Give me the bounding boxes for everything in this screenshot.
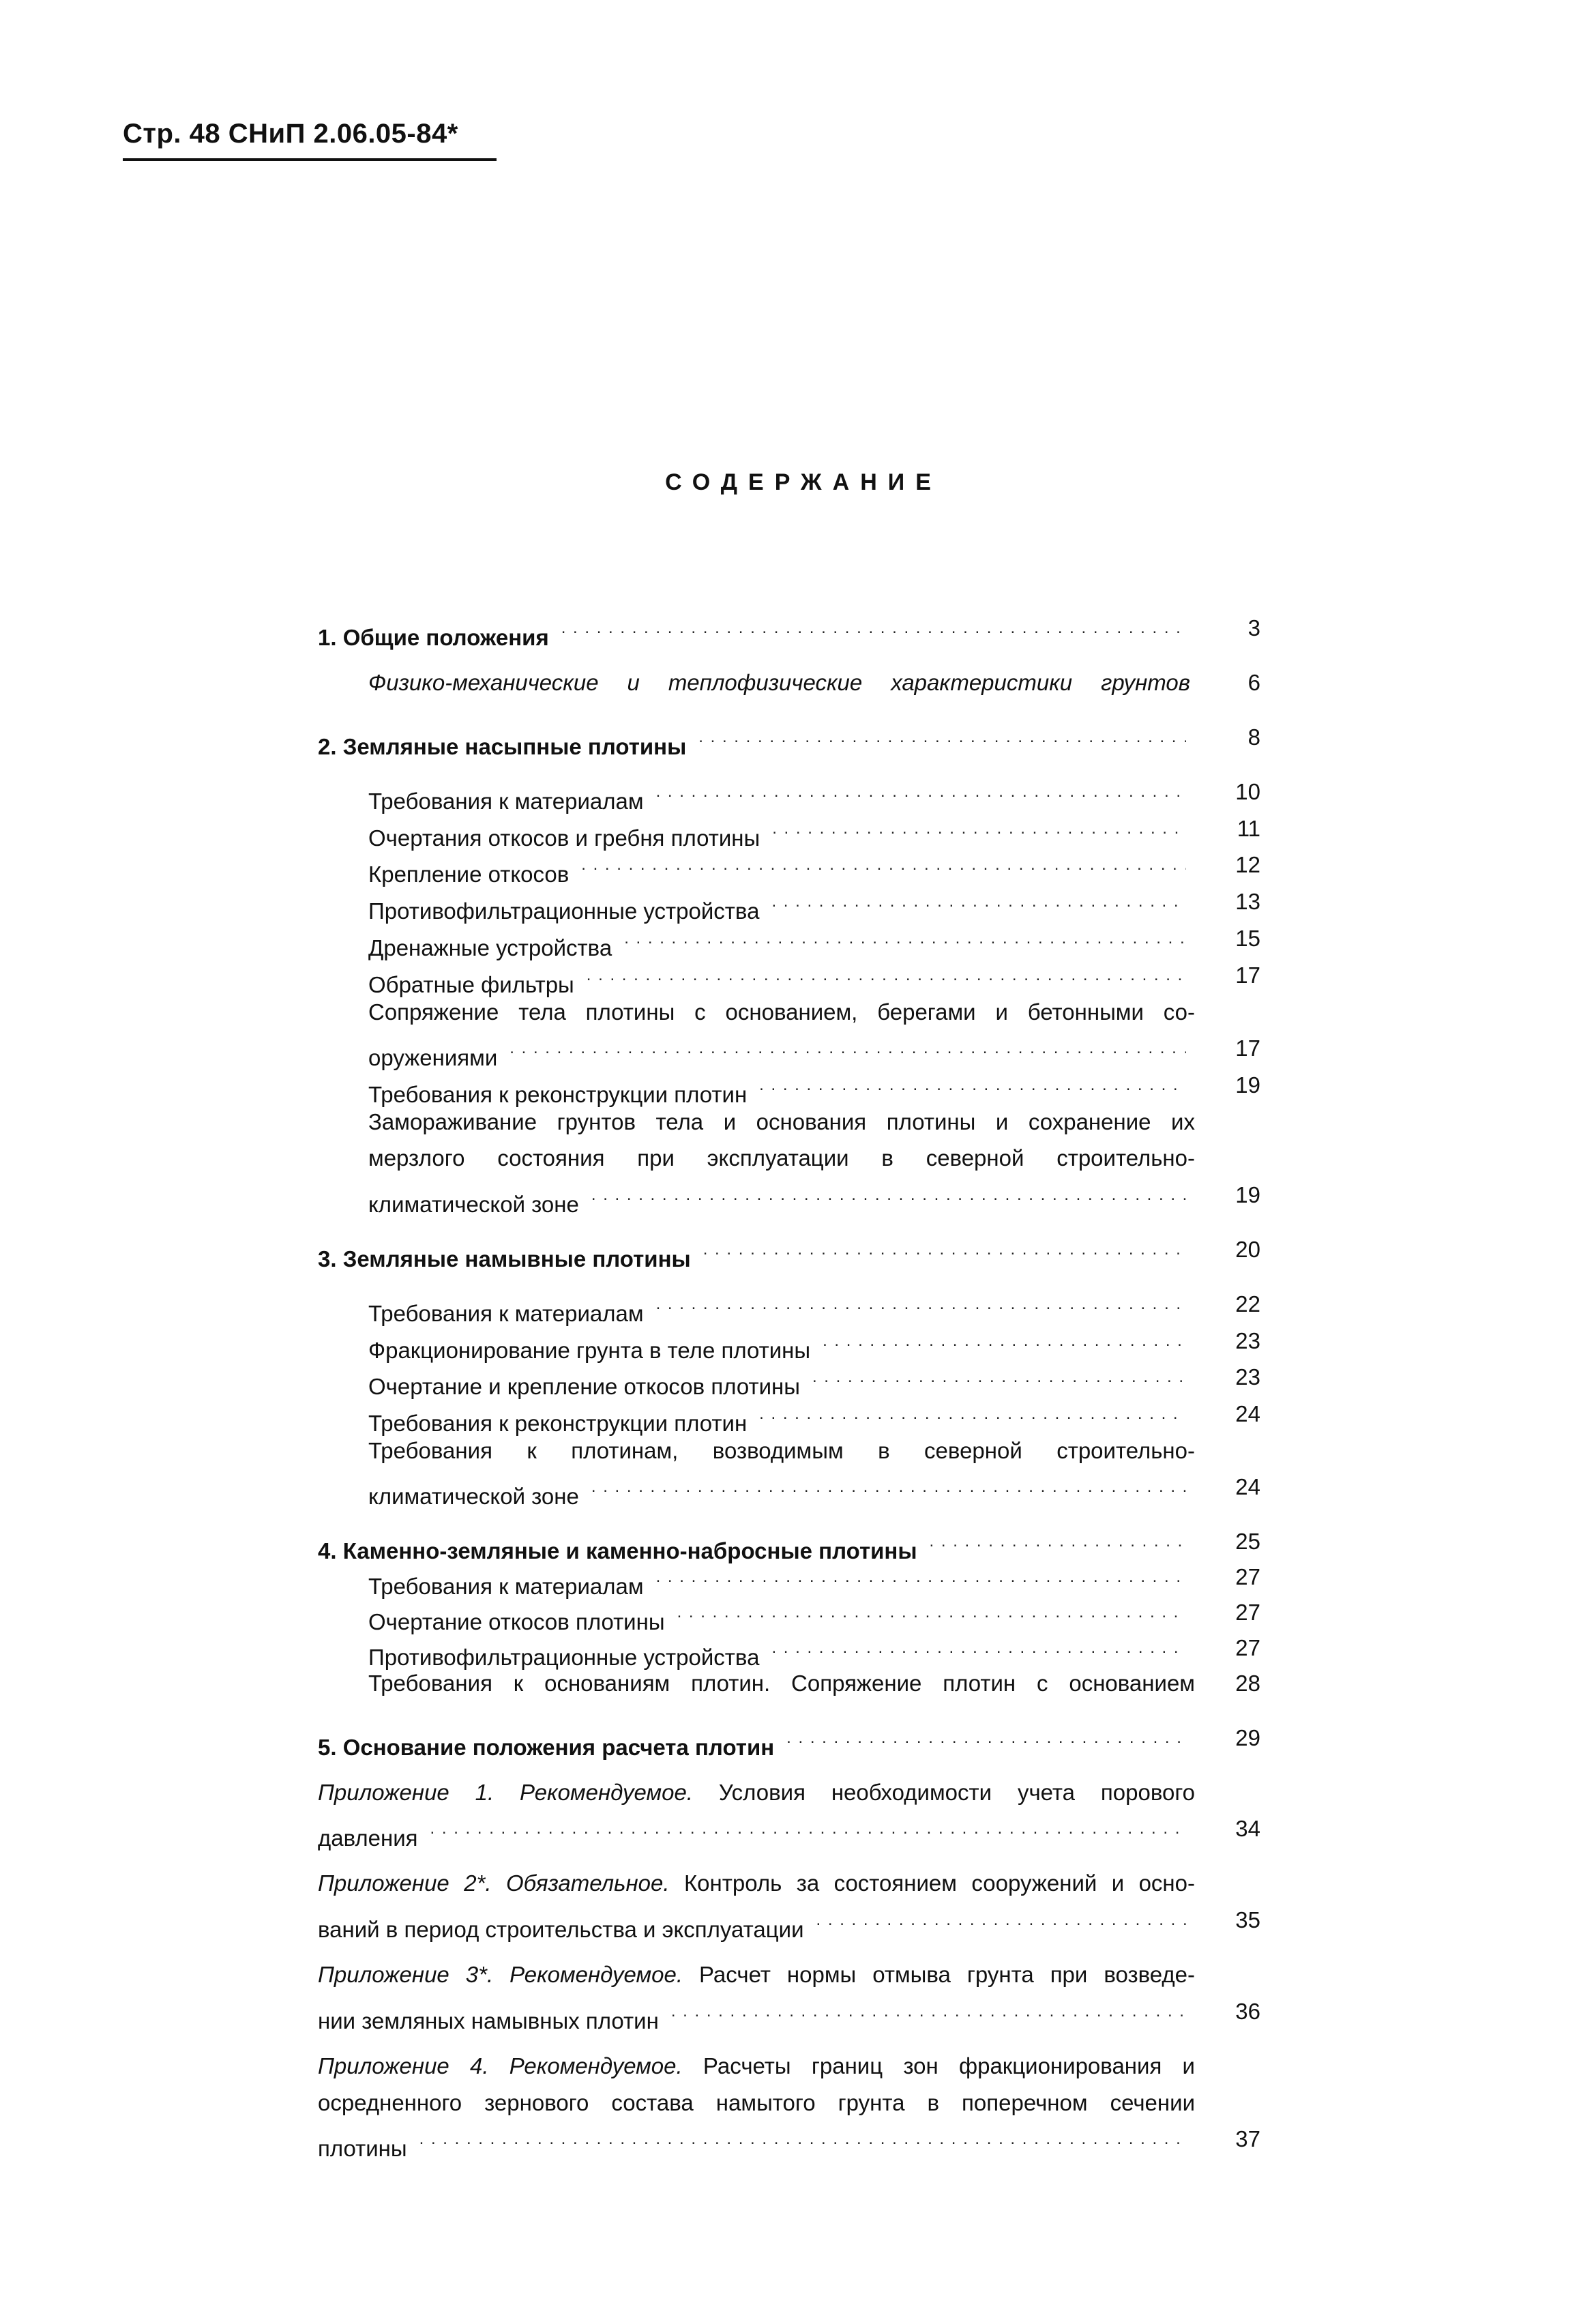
toc-entry <box>318 1995 1190 2033</box>
dot-leader <box>581 848 1186 882</box>
toc-entry-title: Фракционирование грунта в теле плотины <box>368 1338 811 1363</box>
toc-entry-title <box>318 1866 1195 1900</box>
toc-entry <box>368 958 1190 997</box>
appendix-label: Приложение 4. Рекомендуемое. <box>318 2053 683 2078</box>
dot-leader <box>591 1178 1186 1212</box>
toc-entry <box>318 1776 1195 1810</box>
toc-entry-title: плотины <box>318 2136 407 2161</box>
toc-entry-title <box>318 1776 1195 1810</box>
toc-page-number: 15 <box>1235 926 1260 951</box>
toc-entry <box>368 1178 1190 1217</box>
toc-entry <box>318 1958 1195 1992</box>
toc-entry-title: Крепление откосов <box>368 862 570 887</box>
toc-entry <box>368 885 1190 924</box>
toc-entry <box>368 995 1195 1029</box>
toc-entry-title <box>318 1958 1195 1992</box>
toc-page-number: 36 <box>1235 1999 1260 2024</box>
appendix-label: Приложение 1. Рекомендуемое. <box>318 1780 693 1805</box>
toc-entry <box>318 2122 1190 2161</box>
toc-entry <box>368 1068 1190 1107</box>
dot-leader <box>823 1324 1186 1358</box>
dot-leader <box>591 1470 1186 1504</box>
toc-page-number: 29 <box>1235 1725 1260 1750</box>
dot-leader <box>812 1360 1186 1394</box>
toc-entry <box>368 1141 1195 1175</box>
toc-entry-title: Очертание откосов плотины <box>368 1609 665 1634</box>
dot-leader <box>759 1068 1186 1102</box>
toc-entry-title: Сопряжение тела плотины с основанием, берегами и бетонными со- <box>368 999 1195 1025</box>
toc-entry <box>368 1560 1190 1599</box>
appendix-title: Контроль за состоянием сооружений и осно- <box>669 1870 1196 1896</box>
toc-entry <box>368 1596 1190 1634</box>
toc-page-number: 11 <box>1237 816 1260 841</box>
toc-entry <box>368 1397 1190 1436</box>
toc-page-number: 22 <box>1235 1291 1260 1317</box>
toc-entry-title: Дренажные устройства <box>368 935 612 960</box>
appendix-label: Приложение 3*. Рекомендуемое. <box>318 1962 683 1987</box>
toc-entry <box>318 2049 1195 2083</box>
toc-entry <box>368 848 1190 887</box>
dot-leader <box>656 775 1186 809</box>
toc-entry <box>318 1866 1195 1900</box>
toc-entry <box>368 1434 1195 1468</box>
toc-entry <box>368 1105 1195 1139</box>
toc-page-number: 6 <box>1247 670 1260 695</box>
toc-entry-title: Противофильтрационные устройства <box>368 898 760 924</box>
toc-entry-title: мерзлого состояния при эксплуатации в северной строительно- <box>368 1145 1195 1171</box>
toc-entry <box>368 1287 1190 1326</box>
toc-entry-title: Требования к материалам <box>368 1574 644 1599</box>
dot-leader <box>656 1560 1186 1594</box>
dot-leader <box>816 1903 1186 1937</box>
toc-entry-title: 2. Земляные насыпные плотины <box>318 734 687 759</box>
toc-entry <box>368 666 1190 700</box>
toc-entry <box>368 1631 1190 1670</box>
toc-page-number: 10 <box>1235 779 1260 804</box>
dot-leader <box>759 1397 1186 1431</box>
dot-leader <box>786 1721 1186 1755</box>
appendix-label: Приложение 2*. Обязательное. <box>318 1870 670 1896</box>
dot-leader <box>587 958 1186 993</box>
toc-entry-title: климатической зоне <box>368 1484 579 1509</box>
toc-entry-title: 4. Каменно-земляные и каменно-набросные плотины <box>318 1538 917 1563</box>
toc-entry-title: Очертание и крепление откосов плотины <box>368 1374 800 1399</box>
toc-page-number: 24 <box>1235 1474 1260 1499</box>
appendix-title: Расчет нормы отмыва грунта при возведе- <box>683 1962 1195 1987</box>
toc-entry-title: давления <box>318 1825 418 1851</box>
toc-entry <box>368 1360 1190 1399</box>
toc-page-number: 25 <box>1235 1529 1260 1554</box>
toc-entry <box>368 1666 1195 1701</box>
toc-page-number: 20 <box>1235 1237 1260 1262</box>
toc-page-number: 19 <box>1235 1182 1260 1207</box>
page-header: Стр. 48 СНиП 2.06.05-84* <box>123 119 458 149</box>
dot-leader <box>771 885 1186 919</box>
dot-leader <box>703 1233 1186 1267</box>
toc-page-number: 17 <box>1235 1035 1260 1061</box>
dot-leader <box>930 1525 1186 1559</box>
toc-entry <box>318 1903 1190 1942</box>
toc-entry-title: 5. Основание положения расчета плотин <box>318 1735 775 1760</box>
toc-entry <box>368 775 1190 814</box>
toc-entry-title: Требования к материалам <box>368 1301 644 1326</box>
toc-page-number: 27 <box>1235 1635 1260 1660</box>
toc-page-number: 37 <box>1235 2126 1260 2151</box>
toc-page-number: 3 <box>1247 615 1260 641</box>
toc-title: СОДЕРЖАНИЕ <box>665 469 942 495</box>
toc-entry <box>318 1233 1190 1272</box>
toc-entry-title: климатической зоне <box>368 1192 579 1217</box>
dot-leader <box>624 922 1186 956</box>
toc-page-number: 12 <box>1235 852 1260 877</box>
toc-page-number: 8 <box>1247 724 1260 750</box>
toc-page-number: 27 <box>1235 1564 1260 1589</box>
toc-entry-title: ваний в период строительства и эксплуатации <box>318 1917 804 1942</box>
dot-leader <box>419 2122 1186 2156</box>
toc-page-number: 23 <box>1235 1328 1260 1353</box>
dot-leader <box>698 720 1186 754</box>
toc-entry-title <box>318 2049 1195 2083</box>
toc-entry <box>318 2086 1195 2120</box>
dot-leader <box>430 1812 1186 1846</box>
toc-page-number: 27 <box>1235 1600 1260 1625</box>
toc-entry-title: нии земляных намывных плотин <box>318 2008 659 2033</box>
toc-page-number: 35 <box>1235 1907 1260 1932</box>
toc-page-number: 13 <box>1235 889 1260 914</box>
dot-leader <box>771 1631 1186 1665</box>
toc-entry <box>368 1031 1190 1070</box>
toc-entry-title: Очертания откосов и гребня плотины <box>368 825 760 851</box>
toc-page-number: 34 <box>1235 1816 1260 1841</box>
dot-leader <box>772 812 1186 846</box>
toc-entry <box>318 1525 1190 1563</box>
toc-entry <box>368 1324 1190 1363</box>
toc-entry-title: Обратные фильтры <box>368 972 574 997</box>
toc-page-number: 19 <box>1235 1072 1260 1098</box>
dot-leader <box>677 1596 1186 1630</box>
toc-entry-title: Требования к плотинам, возводимым в северной строительно- <box>368 1438 1195 1463</box>
toc-entry <box>368 1470 1190 1509</box>
toc-page-number: 24 <box>1235 1401 1260 1426</box>
toc-entry-title: Замораживание грунтов тела и основания плотины и сохранение их <box>368 1109 1195 1134</box>
dot-leader <box>561 611 1186 645</box>
toc-entry-title: осредненного зернового состава намытого грунта в поперечном сечении <box>318 2090 1195 2115</box>
toc-entry <box>368 812 1190 851</box>
appendix-title: Условия необходимости учета порового <box>692 1780 1195 1805</box>
toc-entry <box>318 720 1190 759</box>
dot-leader <box>671 1995 1186 2029</box>
toc-entry-title: 3. Земляные намывные плотины <box>318 1246 691 1272</box>
toc-entry-title: 1. Общие положения <box>318 625 549 650</box>
toc-entry <box>318 611 1190 650</box>
dot-leader <box>656 1287 1186 1321</box>
toc-entry-title: Требования к реконструкции плотин <box>368 1411 748 1436</box>
toc-entry <box>318 1721 1190 1760</box>
toc-entry <box>368 922 1190 960</box>
toc-entry-title: Требования к реконструкции плотин <box>368 1082 748 1107</box>
toc-entry-title: Противофильтрационные устройства <box>368 1645 760 1670</box>
appendix-title: Расчеты границ зон фракционирования и <box>682 2053 1195 2078</box>
toc-page-number: 28 <box>1235 1671 1260 1696</box>
toc-entry <box>318 1812 1190 1851</box>
toc-entry-title: Требования к материалам <box>368 789 644 814</box>
toc-page-number: 23 <box>1235 1364 1260 1390</box>
toc-entry-title: Требования к основаниям плотин. Сопряжение плотин с основанием <box>368 1671 1195 1696</box>
dot-leader <box>509 1031 1186 1066</box>
toc-entry-title: Физико-механические и теплофизические характеристики грунтов <box>368 670 1190 695</box>
toc-page-number: 17 <box>1235 962 1260 988</box>
toc-entry-title: оружениями <box>368 1045 498 1070</box>
